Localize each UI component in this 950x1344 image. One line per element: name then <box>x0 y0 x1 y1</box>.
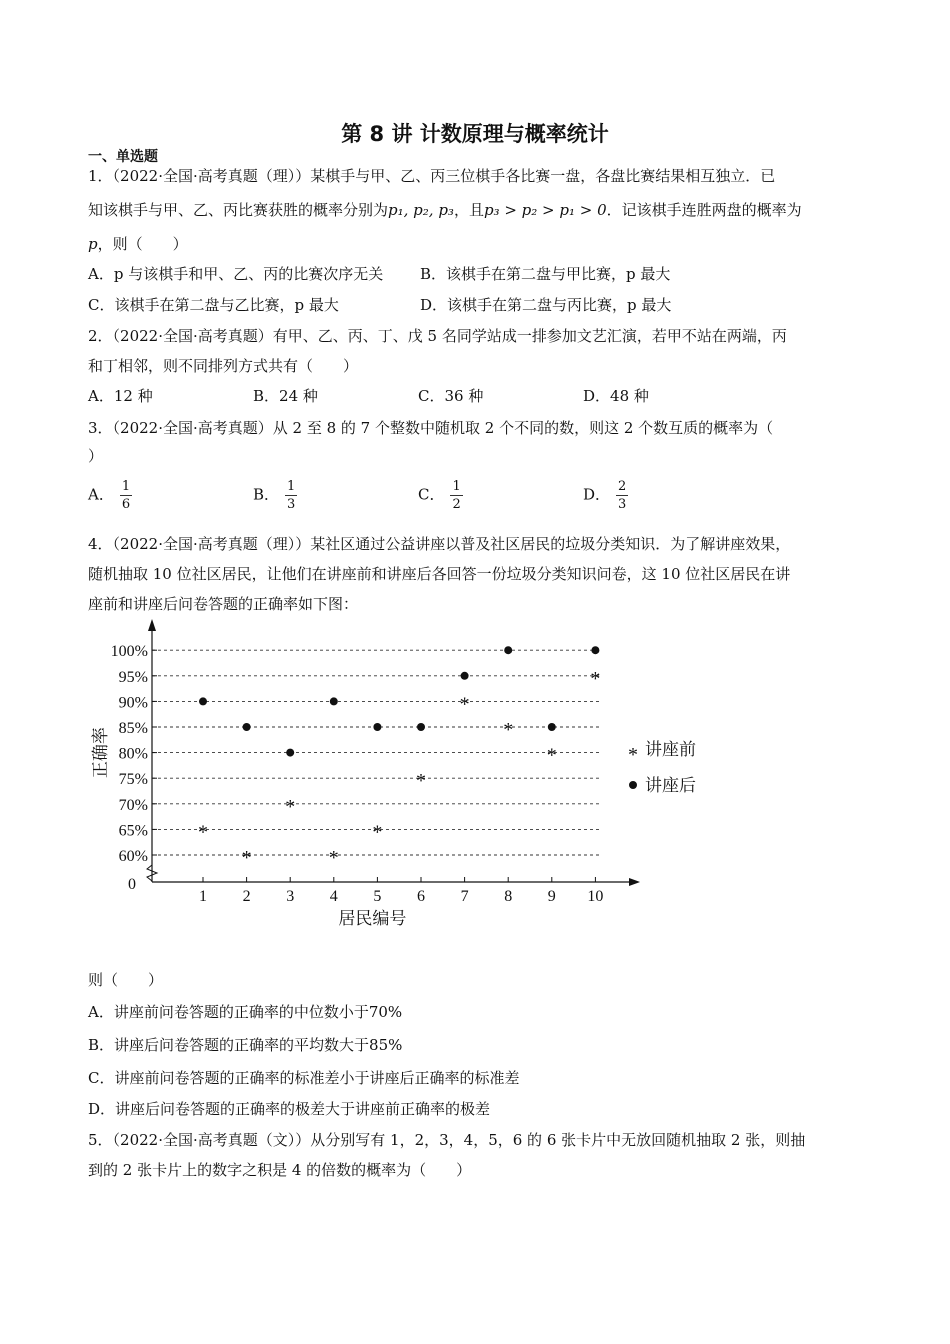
point-before: * <box>459 693 470 716</box>
x-tick-label: 7 <box>460 888 469 905</box>
q1-text-b: ，且 <box>453 201 484 219</box>
denominator: 2 <box>452 497 461 512</box>
q1-option-d[interactable]: D．该棋手在第二盘与丙比赛，p 最大 <box>420 296 672 314</box>
point-after <box>373 723 381 731</box>
point-before: * <box>328 847 339 869</box>
point-after <box>417 723 425 731</box>
q3-option-d[interactable] <box>583 478 628 513</box>
y-axis-arrow <box>148 619 156 631</box>
page-title: 第 8 讲 计数原理与概率统计 <box>341 122 609 146</box>
x-tick-label: 9 <box>547 888 556 905</box>
q1-option-a[interactable]: A．p 与该棋手和甲、乙、丙的比赛次序无关 <box>88 265 384 283</box>
x-tick-label: 5 <box>373 888 382 905</box>
q5-line-2: 到的 2 张卡片上的数字之积是 4 的倍数的概率为（ ） <box>88 1161 472 1179</box>
y-tick-label: 70% <box>118 796 148 814</box>
q3-option-d-label: D． <box>583 485 611 504</box>
q4-line-2: 随机抽取 10 位社区居民，让他们在讲座前和讲座后各回答一份垃圾分类知识问卷，这 10 位社区居民在讲 <box>88 565 791 583</box>
numerator: 1 <box>287 479 296 494</box>
x-tick-label: 1 <box>199 888 207 905</box>
q5-line-1: 5．（2022·全国·高考真题（文））从分别写有 1，2，3，4，5，6 的 6 张卡片中无放回随机抽取 2 张，则抽 <box>88 1131 806 1149</box>
legend-marker-before: * <box>628 744 638 766</box>
q2-option-c[interactable]: C．36 种 <box>418 387 484 405</box>
q2-line-1: 2．（2022·全国·高考真题）有甲、乙、丙、丁、戊 5 名同学站成一排参加文艺汇演，若甲不站在两端，丙 <box>88 327 787 345</box>
q1-inequality: p₃ > p₂ > p₁ > 0 <box>483 201 607 219</box>
accuracy-scatter-chart <box>80 615 740 935</box>
q1-line-3 <box>88 234 188 254</box>
point-before: * <box>372 821 383 844</box>
legend-label-before: 讲座前 <box>645 740 696 759</box>
point-after <box>461 672 469 680</box>
q1-line-2 <box>88 200 802 220</box>
x-axis-label: 居民编号 <box>338 909 407 928</box>
denominator: 6 <box>121 497 131 512</box>
q4-line-1: 4．（2022·全国·高考真题（理））某社区通过公益讲座以普及社区居民的垃圾分类知识．为了解讲座效果， <box>88 535 791 553</box>
q1-text-a: 知该棋手与甲、乙、丙比赛获胜的概率分别为 <box>88 201 389 219</box>
q3-option-a[interactable] <box>88 478 132 513</box>
point-before: * <box>285 795 296 818</box>
point-after <box>591 646 599 654</box>
point-before: * <box>198 821 208 844</box>
q4-option-b[interactable]: B．讲座后问卷答题的正确率的平均数大于85% <box>88 1036 403 1054</box>
point-after <box>243 723 251 731</box>
legend-label-after: 讲座后 <box>645 776 696 795</box>
q3-option-c[interactable] <box>418 478 463 513</box>
q4-option-a[interactable]: A．讲座前问卷答题的正确率的中位数小于70% <box>88 1003 403 1021</box>
q3-option-b-fraction <box>285 478 297 513</box>
x-tick-label: 4 <box>329 888 338 905</box>
y-tick-label: 85% <box>118 720 148 737</box>
q1-option-c[interactable]: C．该棋手在第二盘与乙比赛，p 最大 <box>88 296 339 314</box>
point-before: * <box>416 770 426 793</box>
y-tick-label: 80% <box>118 745 148 763</box>
q3-option-d-fraction <box>616 478 628 513</box>
q3-option-c-label: C． <box>418 485 445 504</box>
q4-then: 则（ ） <box>88 971 164 989</box>
denominator: 3 <box>287 497 296 512</box>
point-after <box>330 697 338 705</box>
q3-option-b[interactable] <box>253 478 297 513</box>
y-tick-label: 95% <box>118 668 148 686</box>
q3-line-1: 3．（2022·全国·高考真题）从 2 至 8 的 7 个整数中随机取 2 个不同的数，则这 2 个数互质的概率为（ <box>88 419 774 437</box>
point-before: * <box>241 847 252 869</box>
point-before: * <box>590 667 601 690</box>
y-tick-label: 100% <box>110 643 148 661</box>
x-tick-label: 8 <box>504 888 513 905</box>
q1-p-var: p <box>88 235 98 253</box>
numerator: 1 <box>121 479 131 494</box>
legend-marker-after <box>629 781 637 789</box>
q1-option-b[interactable]: B．该棋手在第二盘与甲比赛，p 最大 <box>420 265 671 283</box>
q1-text-c: ．记该棋手连胜两盘的概率为 <box>606 201 802 219</box>
x-tick-label: 2 <box>242 888 251 905</box>
q3-option-b-label: B． <box>253 485 280 504</box>
section-heading: 一、单选题 <box>88 149 158 165</box>
q3-option-a-fraction <box>120 478 132 513</box>
q2-option-d[interactable]: D．48 种 <box>583 387 649 405</box>
q3-option-c-fraction <box>450 478 462 513</box>
y-tick-label: 90% <box>118 694 148 712</box>
point-before: * <box>503 719 514 741</box>
x-axis-arrow <box>629 878 640 886</box>
denominator: 3 <box>618 497 627 512</box>
y-tick-label: 65% <box>118 822 148 840</box>
x-tick-label: 6 <box>417 888 425 905</box>
q4-line-3: 座前和讲座后问卷答题的正确率如下图： <box>88 595 359 613</box>
q4-option-c[interactable]: C．讲座前问卷答题的正确率的标准差小于讲座后正确率的标准差 <box>88 1069 520 1087</box>
y-tick-label: 75% <box>118 771 148 789</box>
point-after <box>286 749 294 757</box>
y-tick-label-zero: 0 <box>128 876 136 893</box>
q1-ask: ，则（ ） <box>97 235 188 253</box>
numerator: 2 <box>618 479 627 494</box>
q2-option-b[interactable]: B．24 种 <box>253 387 318 405</box>
point-after <box>199 697 207 705</box>
point-after <box>548 723 556 731</box>
q3-line-2: ） <box>88 447 104 465</box>
x-tick-label: 3 <box>286 888 295 905</box>
q2-line-2: 和丁相邻，则不同排列方式共有（ ） <box>88 357 359 375</box>
q1-line-1: 1．（2022·全国·高考真题（理））某棋手与甲、乙、丙三位棋手各比赛一盘，各盘比赛结果相互独立．已 <box>88 167 776 185</box>
y-axis-label: 正确率 <box>91 727 110 779</box>
x-tick-label: 10 <box>587 888 604 905</box>
point-after <box>504 646 512 654</box>
numerator: 1 <box>452 479 461 494</box>
q2-option-a[interactable]: A．12 种 <box>88 387 153 405</box>
point-before: * <box>546 744 557 767</box>
q3-option-a-label: A． <box>88 485 114 504</box>
y-tick-label: 60% <box>118 848 148 865</box>
q1-prob-vars: p₁, p₂, p₃ <box>388 201 454 219</box>
q4-option-d[interactable]: D．讲座后问卷答题的正确率的极差大于讲座前正确率的极差 <box>88 1100 491 1118</box>
